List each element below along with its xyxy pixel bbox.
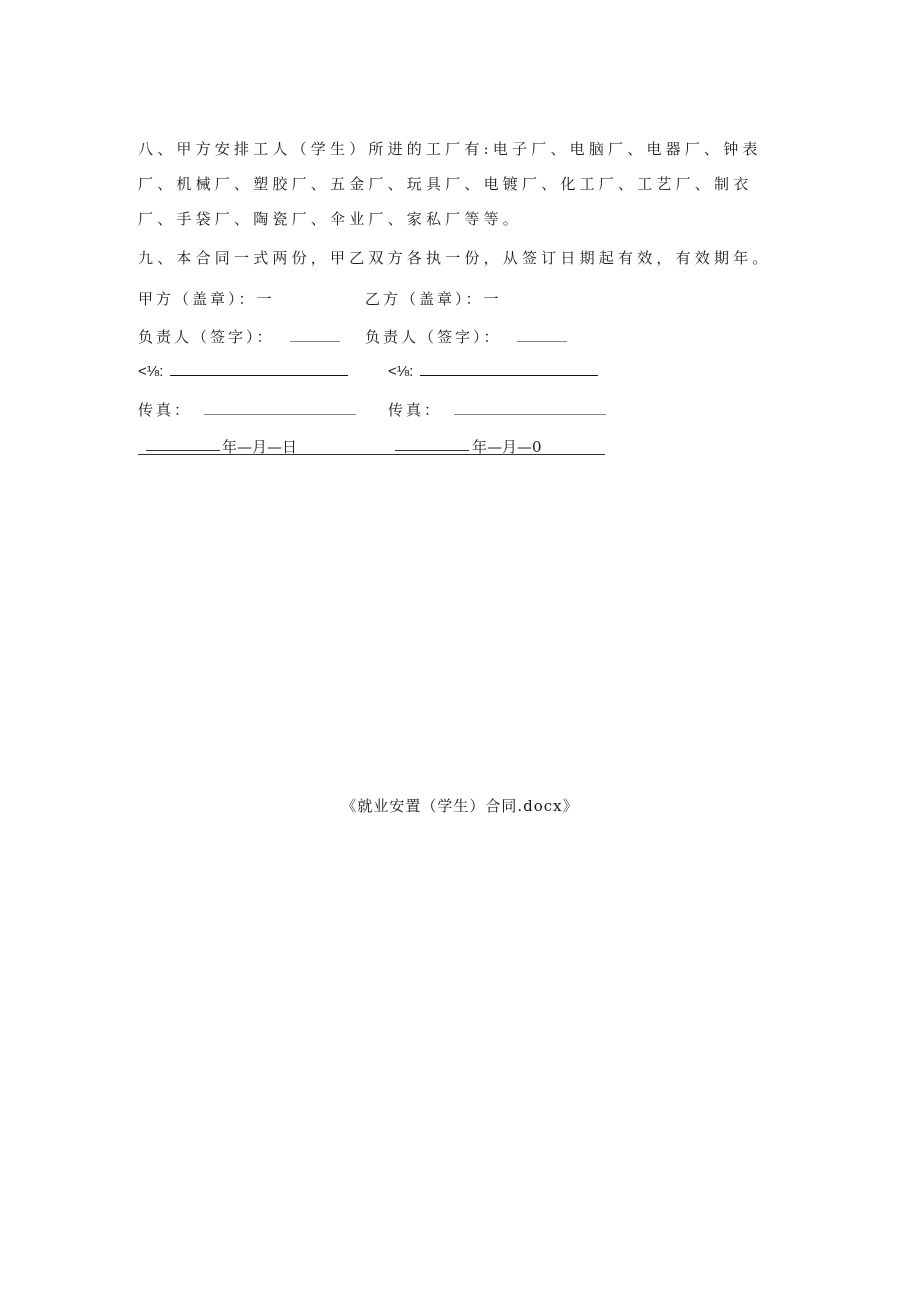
party-b-signer-blank[interactable] — [517, 329, 567, 342]
party-a-seal-label: 甲方（盖章）：一 — [138, 290, 275, 308]
party-a-phone-blank[interactable] — [170, 363, 348, 376]
party-a-signer-label: 负责人（签字）： — [138, 328, 275, 346]
party-b-signer-label: 负责人（签字）： — [365, 328, 502, 346]
party-a-phone-row — [138, 363, 348, 380]
party-a-date-label: 年—月—日 — [222, 438, 298, 456]
party-b-phone-label: <⅛: — [388, 363, 414, 380]
party-b-fax-label: 传真： — [388, 401, 443, 419]
party-b-fax-row — [388, 399, 606, 420]
party-b-phone-row — [388, 363, 598, 380]
party-b-phone-blank[interactable] — [420, 363, 598, 376]
date-row — [138, 436, 605, 455]
clause-9-paragraph: 九、本合同一式两份，甲乙双方各执一份，从签订日期起有效，有效期年。 — [138, 249, 772, 267]
party-a-phone-label: <⅛: — [138, 363, 164, 380]
party-a-fax-label: 传真： — [138, 401, 193, 419]
party-b-date-label: 年—月—0 — [472, 438, 542, 456]
party-a-signer-blank[interactable] — [290, 329, 340, 342]
party-a-fax-row — [138, 399, 356, 420]
party-a-fax-blank[interactable] — [204, 402, 356, 415]
party-b-signer-row — [365, 326, 567, 347]
party-a-date-blank[interactable] — [146, 436, 220, 455]
document-filename-footer: 《就业安置（学生）合同.docx》 — [341, 797, 579, 815]
party-b-fax-blank[interactable] — [454, 402, 606, 415]
party-b-seal-label: 乙方（盖章）：一 — [365, 290, 502, 308]
party-a-signer-row — [138, 326, 340, 347]
party-b-date-blank[interactable] — [395, 436, 469, 455]
clause-8-paragraph: 八、甲方安排工人（学生）所进的工厂有:电子厂、电脑厂、电器厂、钟表厂、机械厂、塑胶厂、五金厂、玩具厂、电镀厂、化工厂、工艺厂、制衣厂、手袋厂、陶瓷厂、伞业厂、家私厂等等。 — [138, 140, 762, 228]
